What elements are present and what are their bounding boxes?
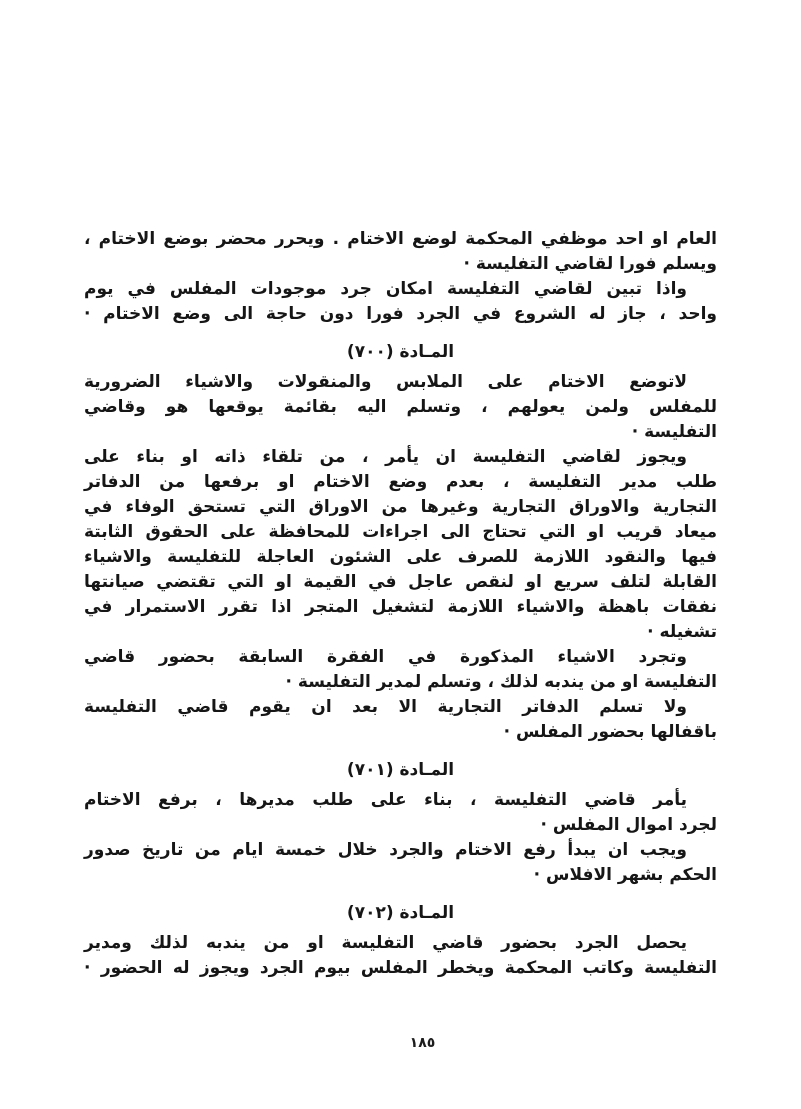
text-line: طلب مدير التفليسة ، بعدم وضع الاختام او برفعها من الدفاتر bbox=[84, 472, 717, 492]
paragraph bbox=[84, 931, 717, 981]
text-line: وتجرد الاشياء المذكورة في الفقرة السابقة بحضور قاضي bbox=[84, 647, 687, 667]
text-line: ويجوز لقاضي التفليسة ان يأمر ، من تلقاء ذاته او بناء على bbox=[84, 447, 687, 467]
paragraph bbox=[84, 695, 717, 745]
legal-text-block bbox=[84, 227, 717, 981]
text-line: ويجب ان يبدأ رفع الاختام والجرد خلال خمسة ايام من تاريخ صدور bbox=[84, 840, 687, 860]
text-line: فيها والنقود اللازمة للصرف على الشئون العاجلة للتفليسة والاشياء bbox=[84, 547, 717, 567]
text-line: العام او احد موظفي المحكمة لوضع الاختام . ويحرر محضر بوضع الاختام ، bbox=[84, 229, 717, 249]
text-line: يأمر قاضي التفليسة ، بناء على طلب مديرها ، برفع الاختام bbox=[84, 790, 687, 810]
text-line: نفقات باهظة والاشياء اللازمة لتشغيل المتجر اذا تقرر الاستمرار في bbox=[84, 597, 717, 617]
article-heading-text: المـادة (٧٠٠) bbox=[346, 342, 455, 362]
text-line: التفليسة · bbox=[631, 422, 717, 442]
text-line: للمفلس ولمن يعولهم ، وتسلم اليه بقائمة يوقعها هو وقاضي bbox=[84, 397, 717, 417]
text-line: باقفالها بحضور المفلس · bbox=[503, 722, 717, 742]
paragraph bbox=[84, 370, 717, 445]
text-line: واحد ، جاز له الشروع في الجرد فورا دون حاجة الى وضع الاختام · bbox=[84, 304, 717, 324]
article-heading bbox=[84, 758, 717, 783]
text-line: ولا تسلم الدفاتر التجارية الا بعد ان يقوم قاضي التفليسة bbox=[84, 697, 687, 717]
text-line: لجرد اموال المفلس · bbox=[540, 815, 717, 835]
text-line: يحصل الجرد بحضور قاضي التفليسة او من يندبه لذلك ومدير bbox=[84, 933, 687, 953]
article-heading bbox=[84, 340, 717, 365]
paragraph bbox=[84, 788, 717, 838]
text-line: واذا تبين لقاضي التفليسة امكان جرد موجودات المفلس في يوم bbox=[84, 279, 687, 299]
paragraph bbox=[84, 227, 717, 277]
text-line: الحكم بشهر الافلاس · bbox=[533, 865, 717, 885]
text-line: ويسلم فورا لقاضي التفليسة · bbox=[463, 254, 717, 274]
page-number: ١٨٥ bbox=[409, 1035, 436, 1051]
article-heading-text: المـادة (٧٠٢) bbox=[346, 903, 455, 923]
paragraph bbox=[84, 445, 717, 645]
article-heading bbox=[84, 901, 717, 926]
text-line: ميعاد قريب او التي تحتاج الى اجراءات للمحافظة على الحقوق الثابتة bbox=[84, 522, 717, 542]
text-line: القابلة لتلف سريع او لنقص عاجل في القيمة او التي تقتضي صيانتها bbox=[84, 572, 717, 592]
text-line: لاتوضع الاختام على الملابس والمنقولات والاشياء الضرورية bbox=[84, 372, 687, 392]
paragraph bbox=[84, 277, 717, 327]
text-line: تشغيله · bbox=[647, 622, 717, 642]
paragraph bbox=[84, 838, 717, 888]
article-heading-text: المـادة (٧٠١) bbox=[346, 760, 455, 780]
text-line: التجارية والاوراق التجارية وغيرها من الاوراق التي تستحق الوفاء في bbox=[84, 497, 717, 517]
text-line: التفليسة او من يندبه لذلك ، وتسلم لمدير التفليسة · bbox=[285, 672, 717, 692]
text-line: التفليسة وكاتب المحكمة ويخطر المفلس بيوم الجرد ويجوز له الحضور · bbox=[84, 958, 717, 978]
paragraph bbox=[84, 645, 717, 695]
